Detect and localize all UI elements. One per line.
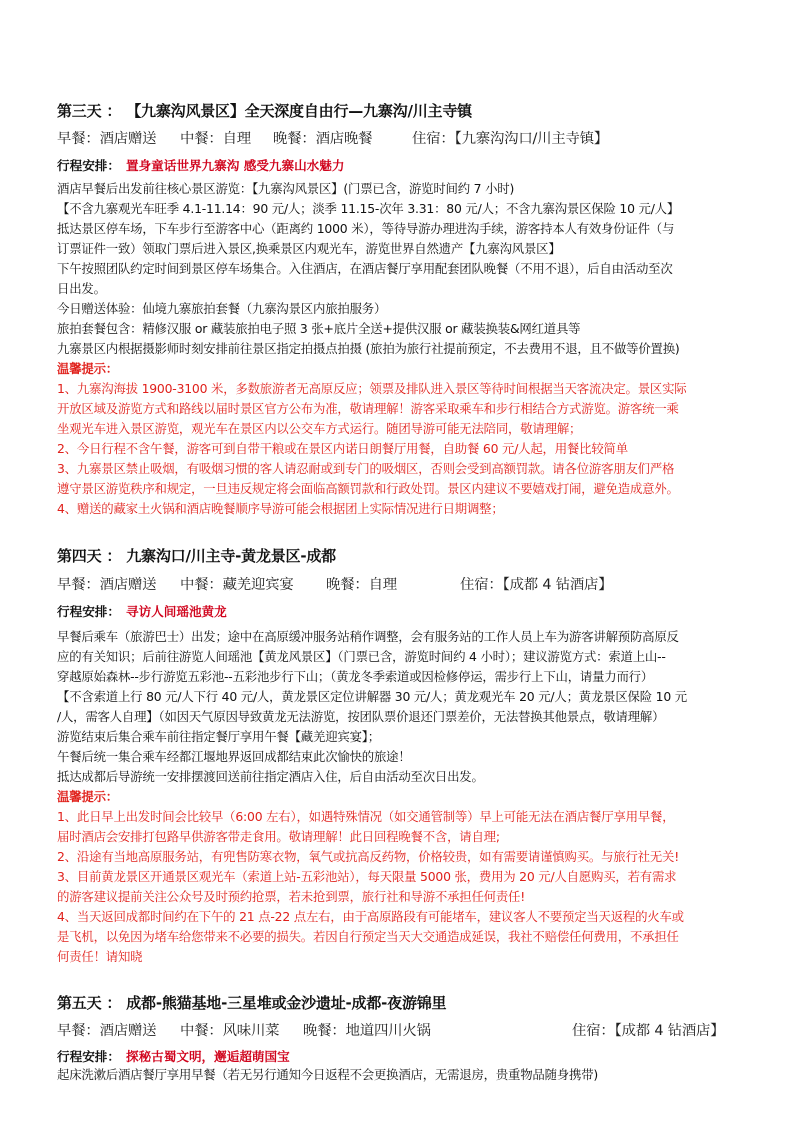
day3-body-line: 日出发。 — [57, 281, 106, 296]
day3-tip-line: 遵守景区游览秩序和规定，一旦违反规定将会面临高额罚款和行政处罚。景区内建议不要嬉戏打闹，避免造成意外。 — [57, 481, 679, 496]
day5-title: 第五天 ： 成都-熊猫基地-三星堆或金沙遗址-成都-夜游锦里 — [57, 994, 447, 1012]
day3-tips-label: 温馨提示： — [57, 361, 118, 376]
day4-body-line: 抵达成都后导游统一安排摆渡回送前往指定酒店入住，后自由活动至次日出发。 — [57, 769, 484, 784]
day3-dinner: 晚餐：酒店晚餐 — [273, 131, 373, 147]
day5-trip-title: 探秘古蜀文明，邂逅超萌国宝 — [125, 1049, 290, 1064]
day5-trip — [57, 1046, 290, 1065]
day5-trip-label: 行程安排： — [57, 1049, 120, 1064]
day5-body — [57, 1065, 741, 1085]
day3-title: 第三天 ： 【九寨沟风景区】全天深度自由行—九寨沟/川主寺镇 — [57, 102, 472, 120]
day3-trip-label: 行程安排： — [57, 158, 120, 173]
day3-trip — [57, 155, 344, 174]
day5-meals — [57, 1019, 724, 1040]
day3-tip-line: 3、九寨景区禁止吸烟，有吸烟习惯的客人请忍耐或到专门的吸烟区，否则会受到高额罚款。请各位游客朋友们严格 — [57, 461, 675, 476]
day4-dinner: 晚餐：自理 — [326, 577, 397, 593]
day4-tip-line: 1、此日早上出发时间会比较早（6:00 左右），如遇特殊情况（如交通管制等）早上可能无法在酒店餐厅享用早餐， — [57, 809, 675, 824]
day4-body-line: 游览结束后集合乘车前往指定餐厅享用午餐【藏羌迎宾宴】； — [57, 729, 380, 744]
day4-tip-line: 3、目前黄龙景区开通景区观光车（索道上站-五彩池站），每天限量 5000 张，费用为 20 元/人自愿购买，若有需求 — [57, 869, 677, 884]
day4-tip-line: 的游客建议提前关注公众号及时预约抢票，若未抢到票，旅行社和导游不承担任何责任! — [57, 889, 526, 904]
day4-lunch: 中餐：藏羌迎宾宴 — [180, 577, 294, 593]
day3-hotel: 住宿：【九寨沟沟口/川主寺镇】 — [412, 131, 609, 147]
day3-tip-line: 开放区域及游览方式和路线以届时景区官方公布为准，敬请理解！游客采取乘车和步行相结合方式游览。游客统一乘 — [57, 401, 679, 416]
day4-body-line: 早餐后乘车（旅游巴士）出发；途中在高原缓冲服务站稍作调整，会有服务站的工作人员上车为游客讲解预防高原反 — [57, 629, 679, 644]
day3-tip-line: 坐观光车进入景区游览，观光车在景区内以公交车方式运行。随团导游可能无法陪同，敬请理解； — [57, 421, 582, 436]
day3-body-line: 下午按照团队约定时间到景区停车场集合。入住酒店，在酒店餐厅享用配套团队晚餐（不用不退），后自由活动至次 — [57, 261, 673, 276]
day3-body-line: 九寨景区内根据摄影师时刻安排前往景区指定拍摄点拍摄 (旅拍为旅行社提前预定，不去费用不退，且不做等价置换) — [57, 341, 680, 356]
day4-title: 第四天 ： 九寨沟口/川主寺-黄龙景区-成都 — [57, 547, 336, 565]
day4-breakfast: 早餐：酒店赠送 — [57, 577, 157, 593]
day3-breakfast: 早餐：酒店赠送 — [57, 131, 157, 147]
day3-tip-line: 4、赠送的藏家土火锅和酒店晚餐顺序导游可能会根据团上实际情况进行日期调整； — [57, 501, 504, 516]
day5-breakfast: 早餐：酒店赠送 — [57, 1023, 157, 1039]
day4-tip-line: 届时酒店会安排打包路早供游客带走食用。敬请理解！此日回程晚餐不含，请自理; — [57, 829, 500, 844]
day4-tip-line: 2、沿途有当地高原服务站，有兜售防寒衣物，氧气或抗高反药物，价格较贵，如有需要请谨慎购买。与旅行社无关! — [57, 849, 679, 864]
day5-lunch: 中餐：风味川菜 — [180, 1023, 280, 1039]
day4-body — [57, 627, 741, 967]
day4-tip-line: 何责任！请知晓 — [57, 949, 143, 964]
day3-body-line: 抵达景区停车场，下车步行至游客中心（距离约 1000 米），等待导游办理进沟手续，游客持本人有效身份证件（与 — [57, 221, 675, 236]
day4-trip — [57, 601, 227, 620]
day4-body-line: 【不含索道上行 80 元/人下行 40 元/人，黄龙景区定位讲解器 30 元/人；黄龙观光车 20 元/人；黄龙景区保险 10 元 — [57, 689, 687, 704]
day4-body-line: 午餐后统一集合乘车经都江堰地界返回成都结束此次愉快的旅途！ — [57, 749, 411, 764]
day3-trip-title: 置身童话世界九寨沟 感受九寨山水魅力 — [125, 158, 345, 173]
day3-tip-line: 2、今日行程不含午餐，游客可到自带干粮或在景区内诺日朗餐厅用餐，自助餐 60 元/人起，用餐比较简单 — [57, 441, 628, 456]
day4-tip-line: 是飞机，以免因为堵车给您带来不必要的损失。若因自行预定当天大交通造成延误，我社不赔偿任何费用，不承担任 — [57, 929, 679, 944]
day3-tip-line: 1、九寨沟海拔 1900-3100 米，多数旅游者无高原反应；领票及排队进入景区等待时间根据当天客流决定。景区实际 — [57, 381, 687, 396]
day4-body-line: 穿越原始森林--步行游览五彩池--五彩池步行下山；（黄龙冬季索道或因检修停运，需步行上下山，请量力而行） — [57, 669, 654, 684]
day5-dinner: 晚餐：地道四川火锅 — [303, 1023, 431, 1039]
day4-trip-title: 寻访人间瑶池黄龙 — [125, 604, 227, 619]
day3-body-line: 今日赠送体验：仙境九寨旅拍套餐（九寨沟景区内旅拍服务） — [57, 301, 387, 316]
day4-trip-label: 行程安排： — [57, 604, 120, 619]
day3-body-line: 订票证件一致）领取门票后进入景区,换乘景区内观光车，游览世界自然遗产【九寨沟风景区】 — [57, 241, 561, 256]
day3-body-line: 酒店早餐后出发前往核心景区游览：【九寨沟风景区】(门票已含，游览时间约 7 小时) — [57, 181, 515, 196]
day4-tips-label: 温馨提示： — [57, 789, 118, 804]
day3-body-line: 【不含九寨观光车旺季 4.1-11.14：90 元/人；淡季 11.15-次年 3.31：80 元/人；不含九寨沟景区保险 10 元/人】 — [57, 201, 680, 216]
day4-tip-line: 4、当天返回成都时间约在下午的 21 点-22 点左右，由于高原路段有可能堵车，建议客人不要预定当天返程的火车或 — [57, 909, 684, 924]
day4-body-line: 应的有关知识；后前往游览人间瑶池【黄龙风景区】（门票已含，游览时间约 4 小时）；建议游览方式：索道上山-- — [57, 649, 666, 664]
day3-body-line: 旅拍套餐包含：精修汉服 or 藏装旅拍电子照 3 张+底片全送+提供汉服 or 藏装换装&网红道具等 — [57, 321, 581, 336]
day4-body-line: /人，需客人自理】（如因天气原因导致黄龙无法游览，按团队票价退还门票差价，无法替换其他景点，敬请理解） — [57, 709, 665, 724]
day5-hotel: 住宿：【成都 4 钻酒店】 — [572, 1023, 725, 1039]
day5-body-line: 起床洗漱后酒店餐厅享用早餐（若无另行通知今日返程不会更换酒店，无需退房，贵重物品随身携带) — [57, 1067, 599, 1082]
day4-hotel: 住宿：【成都 4 钻酒店】 — [460, 577, 613, 593]
day3-body — [57, 179, 741, 519]
day3-lunch: 中餐：自理 — [180, 131, 251, 147]
day3-meals — [57, 127, 608, 148]
day4-meals — [57, 573, 612, 594]
